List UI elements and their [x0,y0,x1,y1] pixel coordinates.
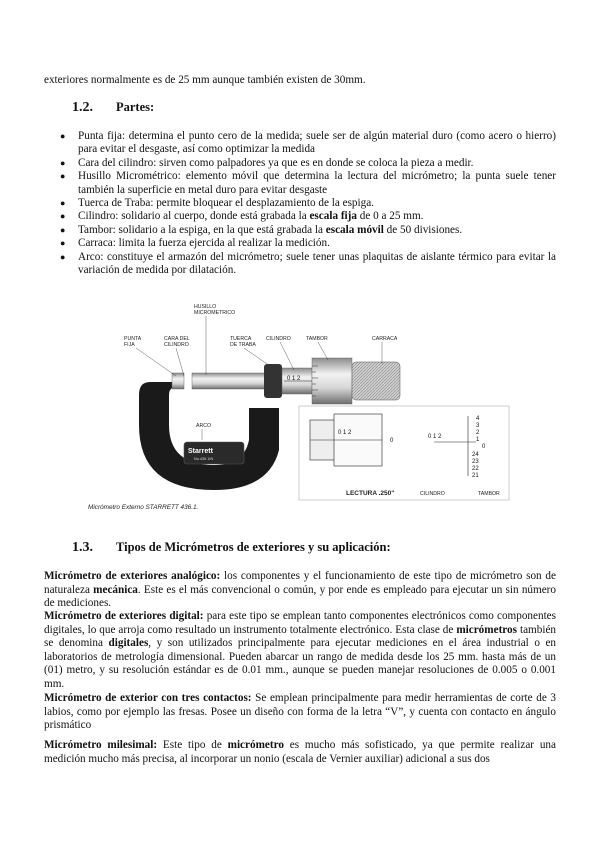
part-term: Tuerca de Traba [78,197,151,210]
analog-text-1: los componentes y el funcionamiento de este tipo de micrómetro son de naturaleza [44,570,556,596]
list-item [60,130,556,157]
label-punta-fija-line2: FIJA [124,342,135,348]
label-arco: ARCO [196,423,211,429]
lock-nut [264,364,282,398]
label-tuerca-line2: DE TRABA [230,342,256,348]
label-husillo-line1: HUSILLO [194,304,217,310]
part-text: : permite bloquear el desplazamiento de la espiga. [150,197,374,210]
anvil [172,373,184,389]
part-text: : solidario a la espiga, en la que está grabada la [112,223,326,236]
thimble [312,358,352,404]
micrometer-figure [84,300,524,515]
heading-types-title: Tipos de Micrómetros de exteriores y su aplicación: [116,540,391,554]
thimble-number: 1 [476,437,480,443]
thimble-number: 24 [472,452,479,458]
inset-tambor-label: TAMBOR [478,491,500,497]
part-term: Cilindro [78,210,116,223]
digital-text-1: para este tipo se emplean tanto componentes electrónicos como componentes digitales, lo que arroja como resultado un instrumento totalmente electrónico. Esta clase de [44,610,557,636]
three-label: Micrómetro de exterior con tres contactos: [44,692,252,704]
mil-bold: micrómetro [227,739,284,751]
heading-parts [72,100,154,116]
analog-label: Micrómetro de exteriores analógico: [44,570,221,582]
part-bold: escala fija [309,210,357,223]
part-text: : sirven como palpadores ya que es en donde se coloca la pieza a medir. [153,156,474,169]
label-punta-fija-line1: PUNTA [124,336,142,342]
list-item [60,170,556,197]
label-cara-cilindro-line2: CILINDRO [164,342,189,348]
part-term: Carraca [78,237,113,250]
inset-reading-label: LECTURA .250" [346,490,395,497]
heading-types-number: 1.3. [72,540,93,555]
parts-list [60,130,556,277]
list-item [60,197,556,210]
label-tambor: TAMBOR [306,336,328,342]
brand-text: Starrett [188,448,213,455]
heading-parts-title: Partes: [116,100,155,114]
paragraph-milesimal [44,739,556,766]
part-bold: escala móvil [325,223,384,236]
analog-text-2: . Este es el más convencional o común, y por ende es empleado para ejecutar un sin número de mediciones. [44,583,556,610]
inset-zero-left: 0 [390,438,394,444]
digital-bold-1: micrómetros [456,623,518,636]
list-item [60,210,556,223]
heading-parts-number: 1.2. [72,100,93,115]
part-text: : determina el punto cero de la medida; suele ser de algún material duro (como acero o hierro) para evitar el desgaste, así como optimizar la medida [78,130,556,156]
part-tail: de 0 a 25 mm. [356,210,424,223]
thimble-number: 22 [472,466,479,472]
paragraph-analog [44,570,556,611]
paragraph-digital [44,610,556,692]
mil-label: Micrómetro milesimal: [44,739,158,751]
frame-arc [139,382,279,490]
three-text: Se emplean principalmente para medir herramientas de corte de 3 labios, como por ejemplo las fresas. Posee un diseño con forma de la letra “V”, y cuenta con contacto en ángulo prismático [44,692,556,732]
analog-bold: mecánica [93,583,138,596]
heading-types [72,540,391,556]
figure-caption: Micrómetro Externo STARRETT 436.1. [88,504,199,511]
paragraph-three-contacts [44,692,556,733]
brand-sub-text: No.436 1IN [194,457,214,461]
label-cara-cilindro-line1: CARA DEL [164,336,190,342]
part-text: : limita la fuerza ejercida al realizar la medición. [112,237,330,250]
part-text: : solidario al cuerpo, donde está grabada la [115,210,310,223]
part-term: Punta fija [78,130,122,142]
thimble-number: 2 [476,430,480,436]
part-term: Cara del cilindro [78,156,154,169]
label-carraca: CARRACA [372,336,398,342]
sleeve-scale-numbers: 0 1 2 [287,376,301,382]
mil-text-1: Este tipo de [157,739,228,751]
digital-text-2: también se denomina [44,623,556,650]
top-continuation-line: exteriores normalmente es de 25 mm aunque también existen de 30mm. [44,74,366,86]
digital-label: Micrómetro de exteriores digital: [44,610,204,622]
thimble-number: 21 [472,473,479,479]
thimble-number: 3 [476,423,480,429]
digital-bold-2: digitales [108,637,149,650]
part-term: Husillo Micrométrico [78,170,178,183]
ratchet [352,362,400,400]
list-item [60,224,556,237]
digital-text-3: , y son utilizados principalmente para ejecutar mediciones en el área industrial o en laboratorios de metrología dimensional. Pueden abarcar un rango de medida desde los 25 mm. hasta más de un (01) metro, y su resolución estándar es de 0.01 mm., aunque se pueden manejar resoluciones de 0.005 o 0.001 mm. [44,637,557,690]
list-item [60,157,556,170]
part-tail: de 50 divisiones. [383,223,463,236]
label-cilindro: CILINDRO [266,336,291,342]
mil-text-2: es mucho más sofisticado, ya que permite realizar una medición mucho más precisa, al incorporar un nonio (escala de Vernier auxiliar) adicional a sus dos [44,739,556,765]
label-husillo-line2: MICROMETRICO [194,310,236,316]
label-tuerca-line1: TUERCA [230,336,252,342]
thimble-number: 0 [482,444,486,450]
inset-cilindro-label: CILINDRO [420,491,445,497]
list-item [60,251,556,278]
thimble-number: 4 [476,416,480,422]
part-term: Tambor [78,223,113,236]
part-term: Arco [78,250,101,263]
part-text: : constituye el armazón del micrómetro; suele tener unas plaquitas de aislante térmico para evitar la variación de medida por dilatación. [78,250,556,277]
inset-sleeve-numbers: 0 1 2 [338,430,352,436]
thimble-number: 23 [472,459,479,465]
part-text: : elemento móvil que determina la lectura del micrómetro; la punta suele tener también la superficie en metal duro para evitar desgaste [78,170,556,196]
inset-right-numbers: 0 1 2 [428,434,442,440]
list-item [60,237,556,250]
